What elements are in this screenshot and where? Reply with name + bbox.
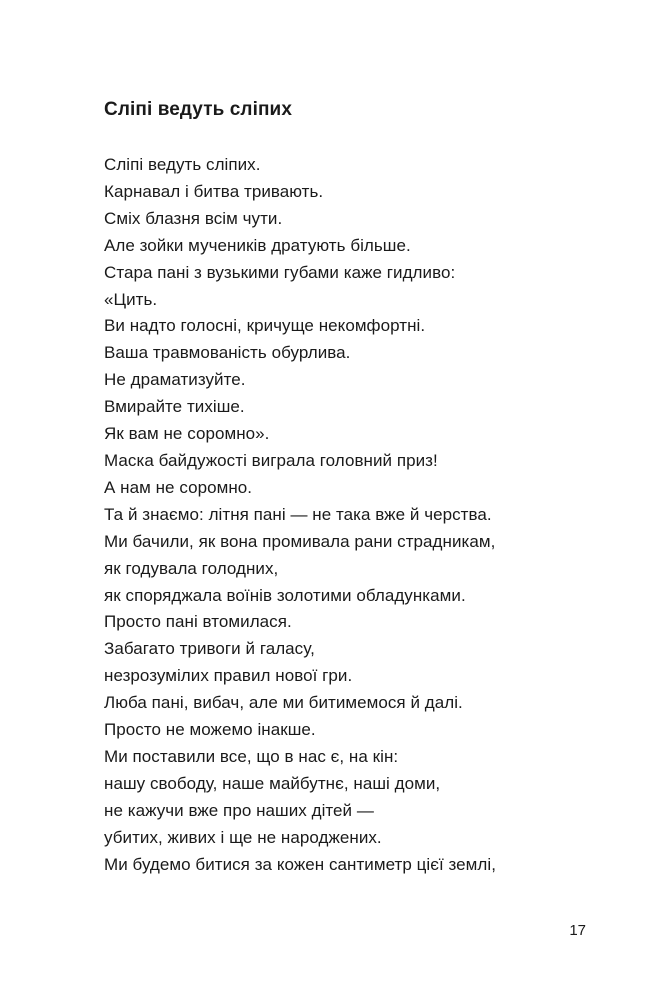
poem-title: Сліпі ведуть сліпих xyxy=(104,99,292,120)
poem-line: як споряджала воїнів золотими обладунками. xyxy=(104,585,466,605)
poem-line: Але зойки мучеників дратують більше. xyxy=(104,235,411,255)
poem-line: Як вам не соромно». xyxy=(104,424,270,444)
poem-line: Ми будемо битися за кожен сантиметр цієї землі, xyxy=(104,854,496,874)
poem-line: незрозумілих правил нової гри. xyxy=(104,666,353,686)
poem-line: Ваша травмованість обурлива. xyxy=(104,343,351,363)
poem-line: Сліпі ведуть сліпих. xyxy=(104,155,261,174)
poem-line: Ви надто голосні, кричуще некомфортні. xyxy=(104,316,426,336)
poem-line: Сміх блазня всім чути. xyxy=(104,208,283,228)
poem-line: Люба пані, вибач, але ми битимемося й далі. xyxy=(104,693,463,713)
poem-line: Стара пані з вузькими губами каже гидливо: xyxy=(104,262,456,282)
poem-body xyxy=(104,152,496,878)
poem-line: нашу свободу, наше майбутнє, наші доми, xyxy=(104,773,441,793)
poem-line: Забагато тривоги й галасу, xyxy=(104,639,315,659)
poem-line: Та й знаємо: літня пані — не така вже й черства. xyxy=(104,504,492,524)
poem-line: Вмирайте тихіше. xyxy=(104,397,245,417)
poem-line: Не драматизуйте. xyxy=(104,370,246,390)
poem-line: «Цить. xyxy=(104,289,158,309)
poem-line: не кажучи вже про наших дітей — xyxy=(104,800,374,820)
poem-line: Просто не можемо інакше. xyxy=(104,720,316,740)
poem-line: А нам не соромно. xyxy=(104,477,253,497)
poem-line: як годувала голодних, xyxy=(104,558,279,578)
poem-line: Ми бачили, як вона промивала рани страдникам, xyxy=(104,531,496,551)
page-number: 17 xyxy=(569,922,586,939)
poem-line: Карнавал і битва тривають. xyxy=(104,181,324,201)
poem-line: убитих, живих і ще не народжених. xyxy=(104,827,382,847)
poem-line: Просто пані втомилася. xyxy=(104,612,292,632)
poem-line: Маска байдужості виграла головний приз! xyxy=(104,450,438,470)
poem-line: Ми поставили все, що в нас є, на кін: xyxy=(104,746,399,766)
